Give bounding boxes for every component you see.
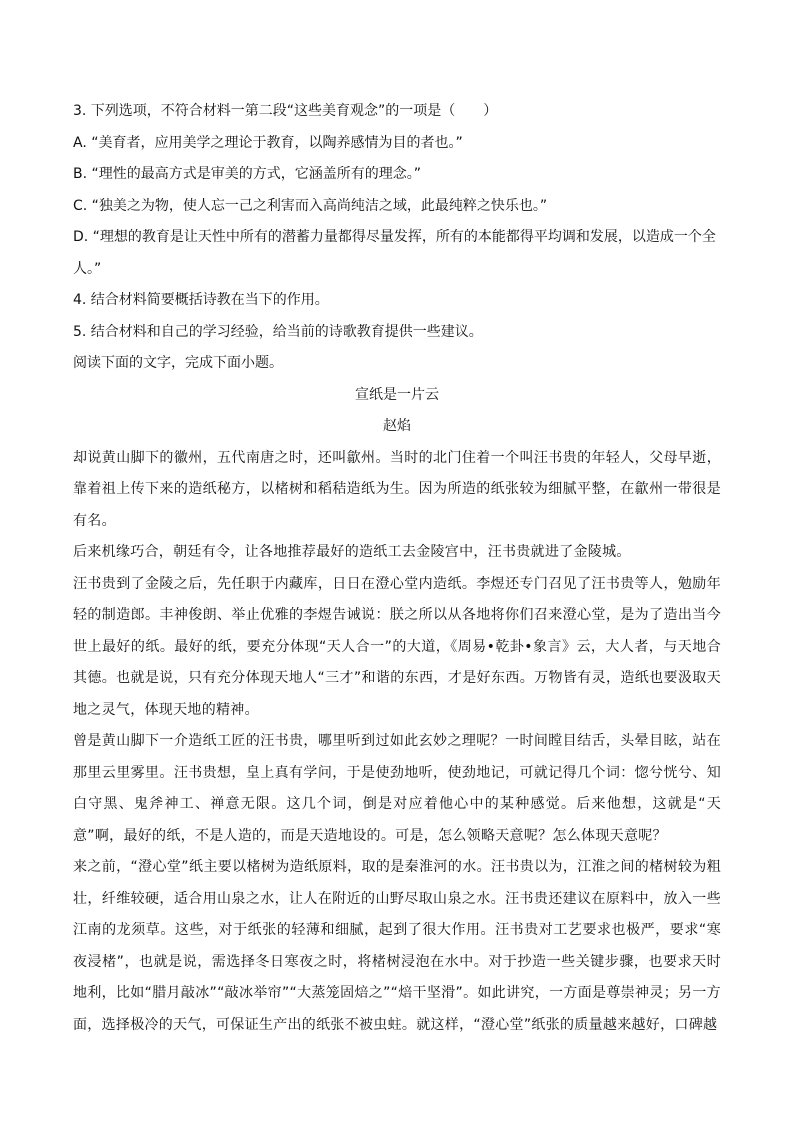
article-paragraph: 来之前，“澄心堂”纸主要以楮树为造纸原料，取的是秦淮河的水。汪书贵以为，江淮之间的楮树较为粗壮，纤维较硬，适合用山泉之水，让人在附近的山野尽取山泉之水。汪书贵还建议在原料中，放入一些江南的龙须草。这些，对于纸张的轻薄和细腻，起到了很大作用。汪书贵对工艺要求也极严，要求“寒夜浸楮”，也就是说，需选择冬日寒夜之时，将楮树浸泡在水中。对于抄造一些关键步骤，也要求天时地利，比如“腊月敲冰”“敲冰举帘”“大蒸笼固焙之”“焙干坚滑”。如此讲究，一方面是尊崇神灵；另一方面，选择极冷的天气，可保证生产出的纸张不被虫蛀。就这样，“澄心堂”纸张的质量越来越好，口碑越	[73, 859, 721, 1033]
question-3: 3. 下列选项，不符合材料一第二段“这些美育观念”的一项是（ ）	[73, 103, 498, 119]
question-5: 5. 结合材料和自己的学习经验，给当前的诗歌教育提供一些建议。	[73, 323, 483, 340]
article-title: 宣纸是一片云	[355, 386, 439, 403]
option-c: C. “独美之为物，使人忘一己之利害而入高尚纯洁之域，此最纯粹之快乐也。”	[73, 197, 548, 214]
option-b: B. “理性的最高方式是审美的方式，它涵盖所有的理念。”	[73, 166, 422, 182]
article-paragraph: 汪书贵到了金陵之后，先任职于内藏库，日日在澄心堂内造纸。李煜还专门召见了汪书贵等人，勉励年轻的制造郎。丰神俊朗、举止优雅的李煜告诫说：朕之所以从各地将你们召来澄心堂，是为了造出当今世上最好的纸。最好的纸，要充分体现“天人合一”的大道，《周易•乾卦•象言》云，大人者，与天地合其德。也就是说，只有充分体现天地人“三才”和谐的东西，才是好东西。万物皆有灵，造纸也要汲取天地之灵气，体现天地的精神。	[73, 575, 721, 718]
option-d-line-2: 人。”	[73, 260, 102, 277]
option-a: A. “美育者，应用美学之理论于教育，以陶养感情为目的者也。”	[73, 134, 463, 151]
document-page	[73, 96, 721, 1041]
question-4: 4. 结合材料简要概括诗教在当下的作用。	[73, 292, 329, 308]
article-paragraph: 曾是黄山脚下一介造纸工匠的汪书贵，哪里听到过如此玄妙之理呢？一时间瞠目结舌，头晕目眩，站在那里云里雾里。汪书贵想，皇上真有学问，于是使劲地听，使劲地记，可就记得几个词：惚兮恍兮、知白守黑、鬼斧神工、禅意无限。这几个词，倒是对应着他心中的某种感觉。后来他想，这就是“天意”啊，最好的纸，不是人造的，而是天造地设的。可是，怎么领略天意呢？怎么体现天意呢？	[73, 733, 721, 844]
option-d-line-1: D. “理想的教育是让天性中所有的潜蓄力量都得尽量发挥，所有的本能都得平均调和发展，以造成一个全	[73, 229, 716, 245]
article-paragraph: 后来机缘巧合，朝廷有令，让各地推荐最好的造纸工去金陵宫中，汪书贵就进了金陵城。	[73, 544, 631, 560]
reading-instruction: 阅读下面的文字，完成下面小题。	[73, 355, 283, 371]
article-author: 赵焰	[383, 418, 411, 434]
article-paragraph: 却说黄山脚下的徽州，五代南唐之时，还叫歙州。当时的北门住着一个叫汪书贵的年轻人，父母早逝，靠着祖上传下来的造纸秘方，以楮树和稻秸造纸为生。因为所造的纸张较为细腻平整，在歙州一带很是有名。	[73, 449, 721, 529]
